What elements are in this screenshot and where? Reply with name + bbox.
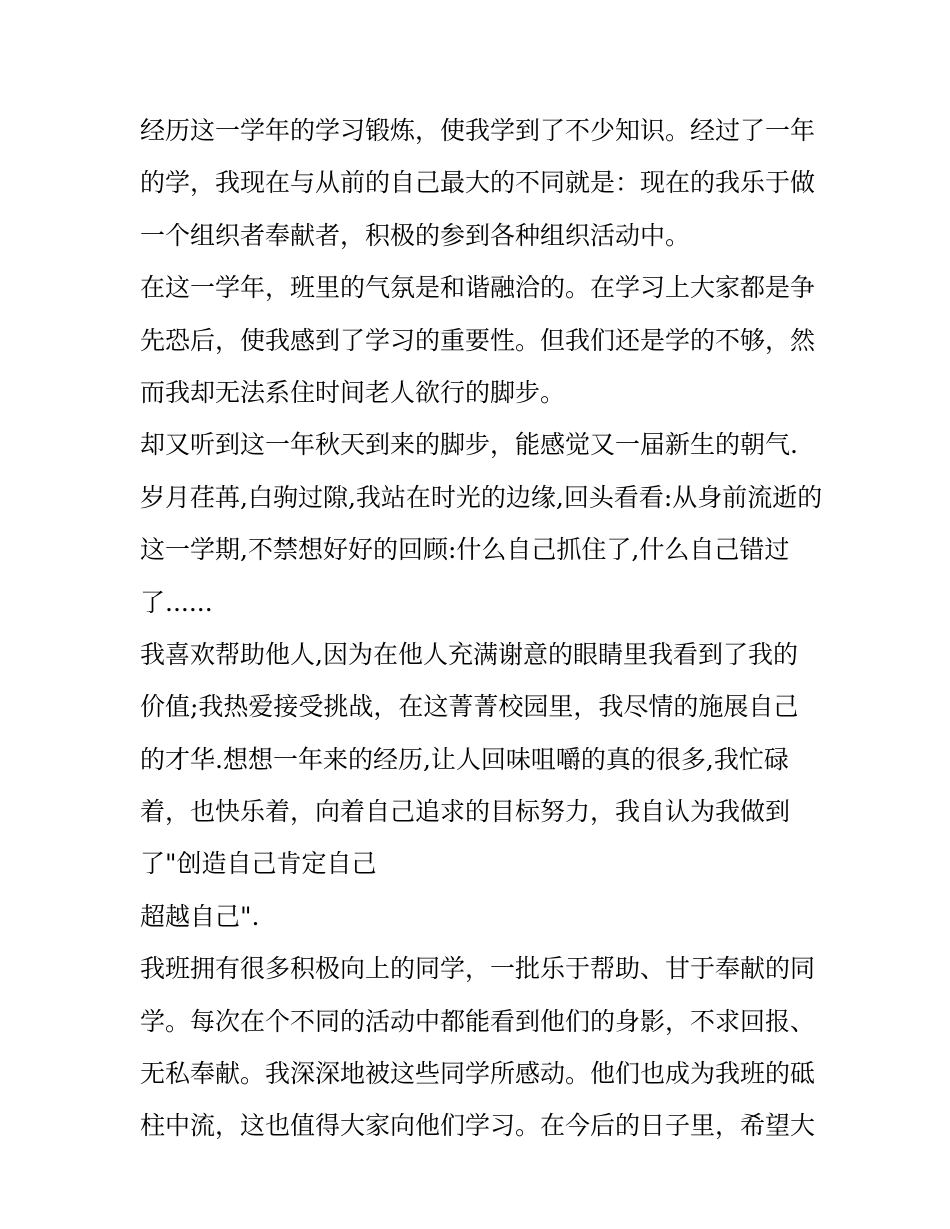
- text-line: 了"创造自己肯定自己: [140, 849, 377, 879]
- text-line: 先恐后，使我感到了学习的重要性。但我们还是学的不够，然: [140, 325, 816, 355]
- text-line: 的学，我现在与从前的自己最大的不同就是：现在的我乐于做: [140, 168, 816, 198]
- text-line: 这一学期,不禁想好好的回顾:什么自己抓住了,什么自己错过: [140, 535, 790, 565]
- text-line: 却又听到这一年秋天到来的脚步，能感觉又一届新生的朝气.: [140, 430, 798, 460]
- text-line: 经历这一学年的学习锻炼，使我学到了不少知识。经过了一年: [140, 116, 816, 145]
- text-line: 价值;我热爱接受挑战，在这菁菁校园里，我尽情的施展自己: [140, 692, 799, 722]
- text-line: 在这一学年，班里的气氛是和谐融洽的。在学习上大家都是争: [140, 273, 816, 303]
- text-line: 无私奉献。我深深地被这些同学所感动。他们也成为我班的砥: [140, 1059, 816, 1089]
- text-line: 而我却无法系住时间老人欲行的脚步。: [140, 377, 566, 407]
- document-body: [140, 105, 830, 1153]
- text-line: 学。每次在个不同的活动中都能看到他们的身影，不求回报、: [140, 1006, 816, 1036]
- text-line: 一个组织者奉献者，积极的参到各种组织活动中。: [140, 220, 691, 250]
- text-line: 我班拥有很多积极向上的同学，一批乐于帮助、甘于奉献的同: [140, 954, 816, 984]
- text-line: 我喜欢帮助他人,因为在他人充满谢意的眼睛里我看到了我的: [140, 639, 798, 669]
- text-line: 岁月荏苒,白驹过隙,我站在时光的边缘,回头看看:从身前流逝的: [140, 482, 823, 512]
- text-line: 了......: [140, 587, 213, 617]
- text-line: 柱中流，这也值得大家向他们学习。在今后的日子里，希望大: [140, 1111, 816, 1141]
- text-line: 着，也快乐着，向着自己追求的目标努力，我自认为我做到: [140, 797, 791, 827]
- text-line: 的才华.想想一年来的经历,让人回味咀嚼的真的很多,我忙碌: [140, 744, 789, 774]
- text-line: 超越自己".: [140, 901, 260, 931]
